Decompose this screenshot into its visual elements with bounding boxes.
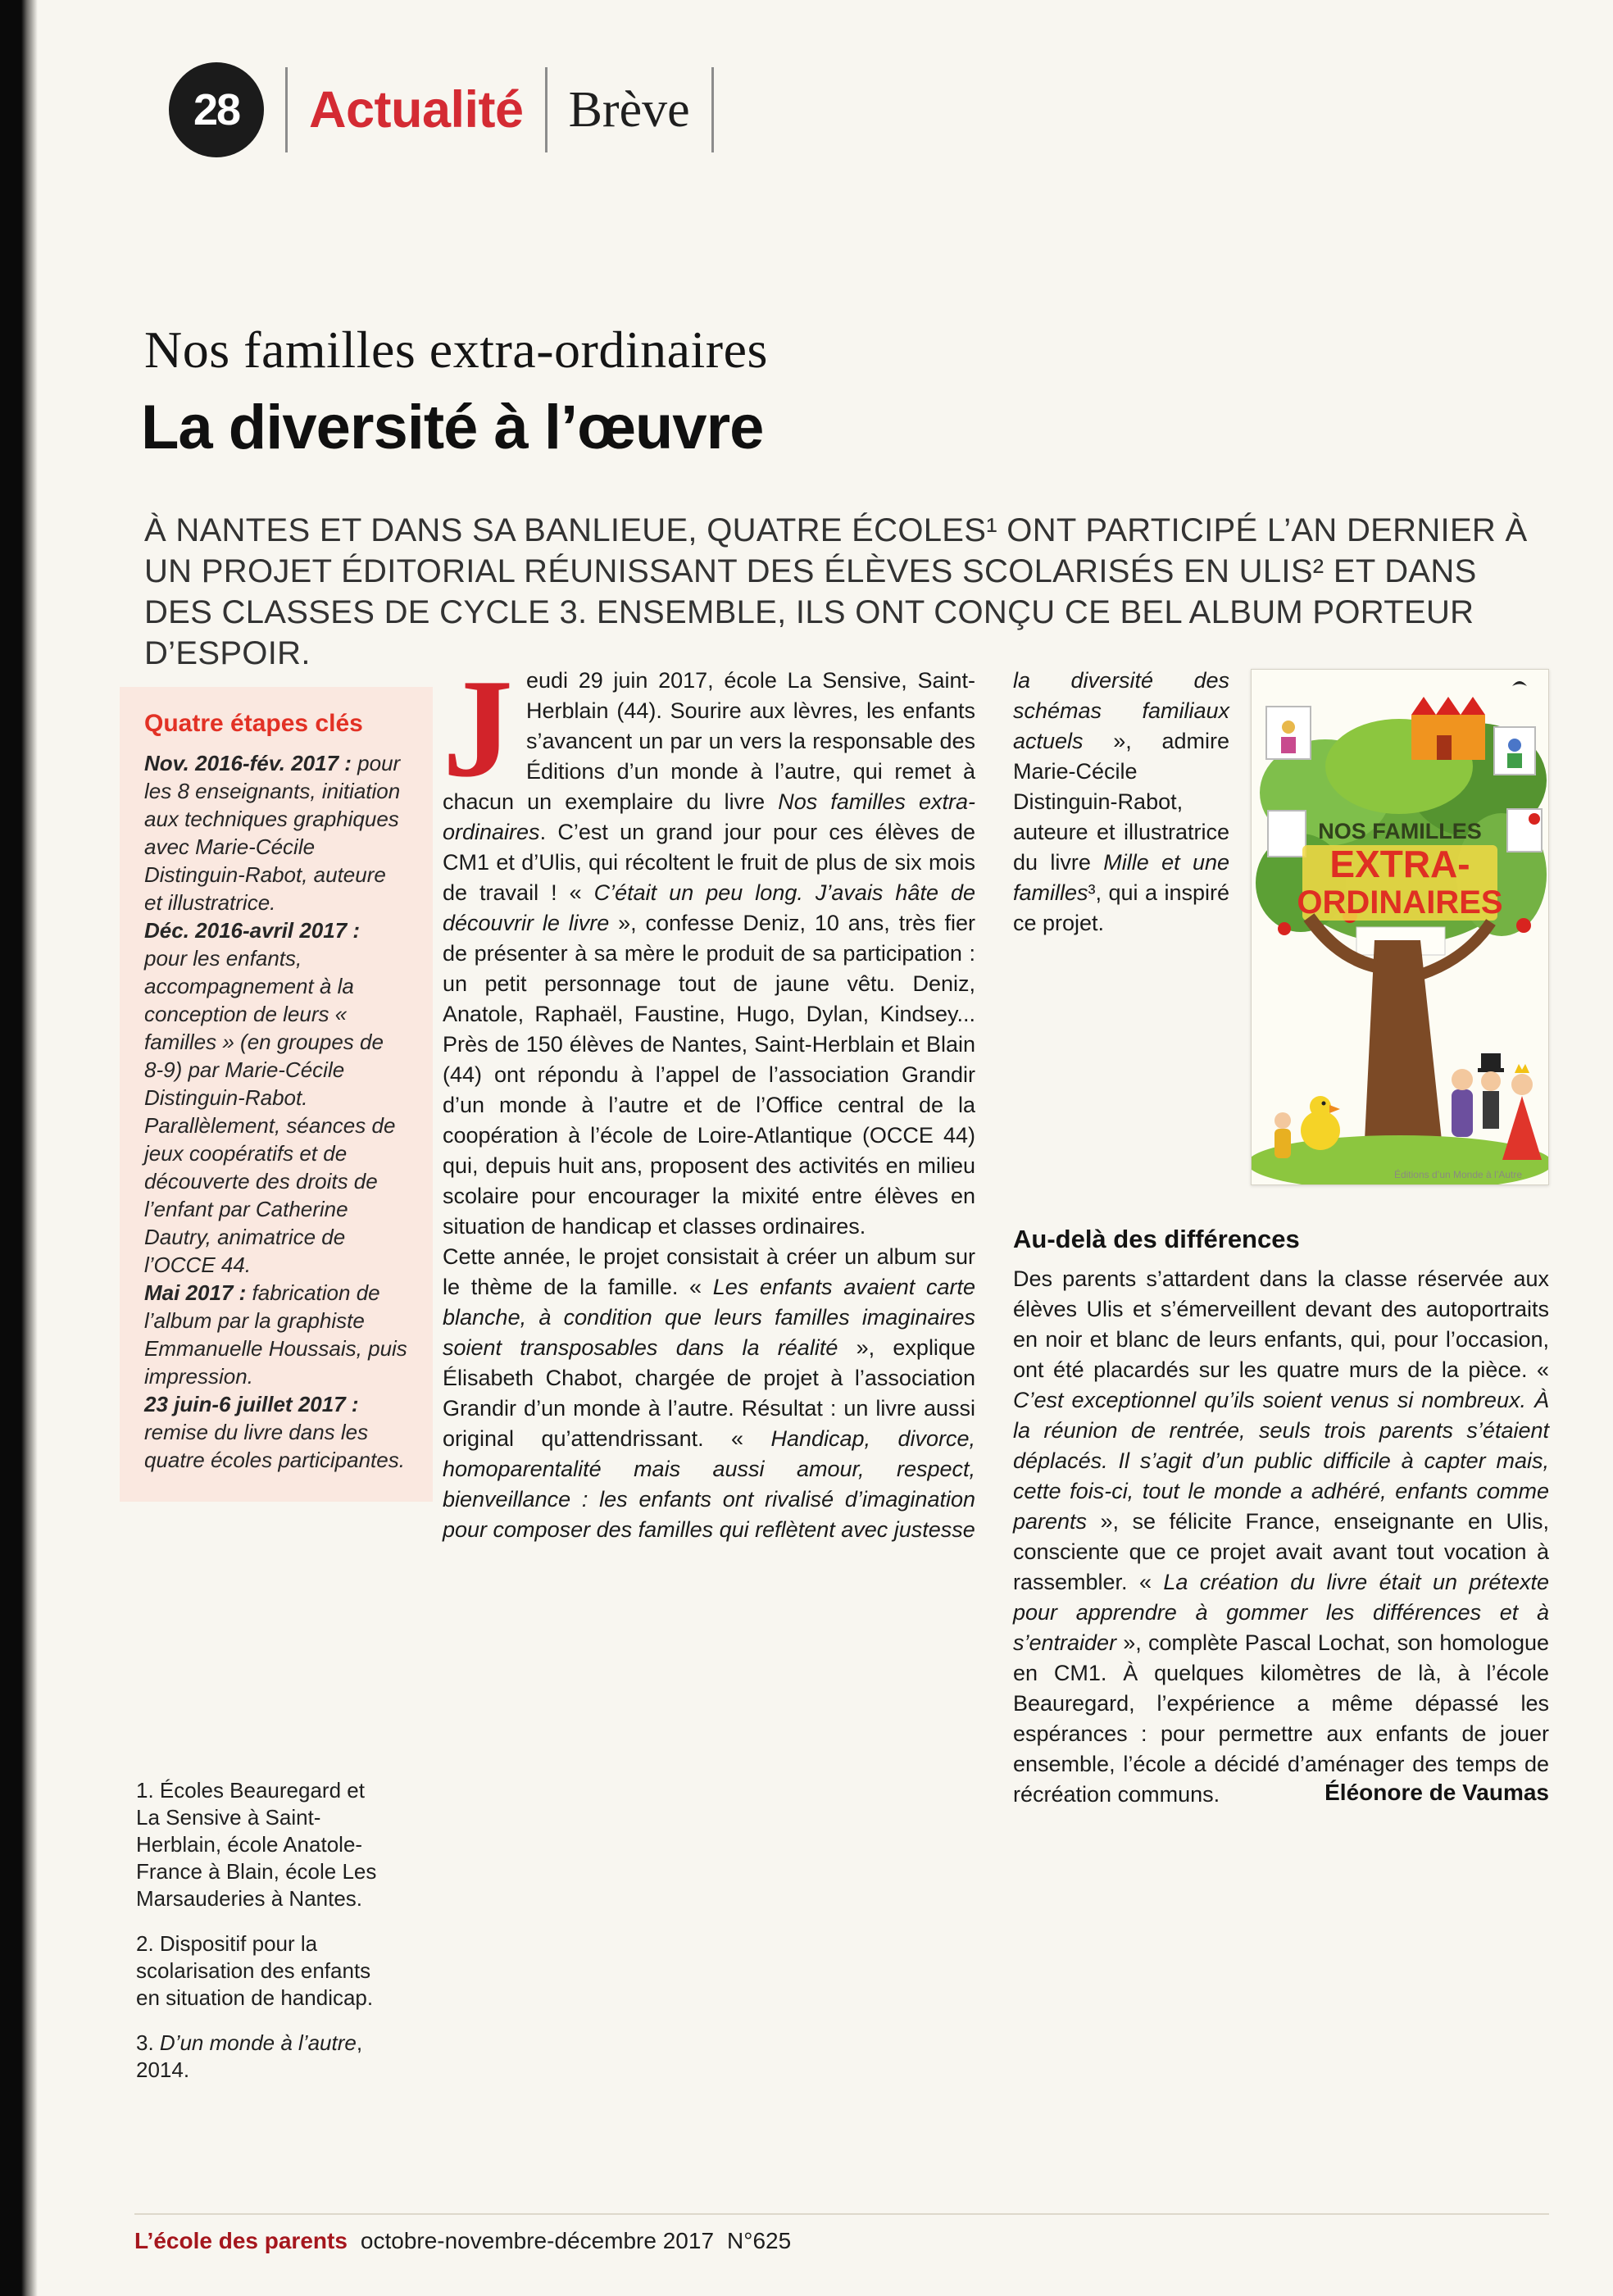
- page-number-badge: [169, 62, 264, 157]
- keybox-step: [144, 1279, 408, 1390]
- scan-edge: [0, 0, 38, 2296]
- divider: [711, 67, 714, 152]
- step-text: pour les 8 enseignants, initiation aux techniques graphiques avec Marie-Cécile Distinguin-Rabot, auteure et illustratrice.: [144, 751, 401, 915]
- step-date: Nov. 2016-fév. 2017 :: [144, 751, 358, 775]
- article-subhead: Au-delà des différences: [1013, 1225, 1300, 1253]
- cover-title-line1: NOS FAMILLES: [1318, 819, 1482, 843]
- footnotes: [136, 1777, 382, 2102]
- dropcap: J: [443, 651, 513, 807]
- step-date: Mai 2017 :: [144, 1280, 252, 1305]
- step-text: fabrication de l’album par la graphiste Emmanuelle Houssais, puis impression.: [144, 1280, 407, 1389]
- body-paragraph-1: [443, 651, 976, 1242]
- cover-title-line3: ORDINAIRES: [1297, 884, 1503, 921]
- cover-castle: [1411, 697, 1485, 760]
- divider: [545, 67, 548, 152]
- body-paragraph-intro: la diversité des schémas familiaux actuels », admire Marie-Cécile Distinguin-Rabot, auteure et illustratrice du livre Mille et une familles³, qui a inspiré ce projet.: [1013, 668, 1229, 935]
- article-column-2: [1013, 666, 1549, 1806]
- body-paragraph-2: Cette année, le projet consistait à créer un album sur le thème de la famille. « Les enfants avaient carte blanche, à condition que leurs familles imaginaires soient transposables dans la réalité », explique Élisabeth Chabot, chargée de projet à l’association Grandir d’un monde à l’autre. Résultat : un livre aussi original qu’attendrissant. « Handicap, divorce, homoparentalité mais aussi amour, respect, bienveillance : les enfants ont rivalisé d’imagination pour composer des familles qui reflètent avec justesse: [443, 1244, 975, 1542]
- keybox-step: [144, 916, 408, 1279]
- issue-period: octobre-novembre-décembre 2017: [360, 2228, 715, 2253]
- cover-title: [1297, 819, 1502, 921]
- keybox-step: [144, 749, 408, 916]
- sidebar-keybox: [120, 687, 433, 1502]
- cover-title-line2: EXTRA-: [1329, 843, 1470, 885]
- footnote-3: 3. D’un monde à l’autre, 2014.: [136, 2030, 363, 2082]
- step-text: remise du livre dans les quatre écoles participantes.: [144, 1420, 405, 1472]
- rubric-label: Brève: [568, 81, 690, 138]
- footnote-1: 1. Écoles Beauregard et La Sensive à Saint-Herblain, école Anatole-France à Blain, école Les Marsauderies à Nantes.: [136, 1778, 377, 1911]
- step-date: 23 juin-6 juillet 2017 :: [144, 1392, 359, 1416]
- issue-number: N°625: [727, 2228, 792, 2253]
- section-label: Actualité: [309, 81, 524, 139]
- footnote-2: 2. Dispositif pour la scolarisation des enfants en situation de handicap.: [136, 1931, 374, 2010]
- divider: [285, 67, 288, 152]
- page-footer: [134, 2213, 1549, 2254]
- step-text: pour les enfants, accompagnement à la conception de leurs « familles » (en groupes de 8-9) par Marie-Cécile Distinguin-Rabot. Parallèlement, séances de jeux coopératifs et de découverte des droits de l’enfant par Catherine Dautry, animatrice de l’OCCE 44.: [144, 946, 396, 1277]
- magazine-name: L’école des parents: [134, 2228, 348, 2253]
- page-number: 28: [193, 85, 240, 134]
- article-standfirst: À NANTES ET DANS SA BANLIEUE, QUATRE ÉCOLES¹ ONT PARTICIPÉ L’AN DERNIER À UN PROJET ÉDITORIAL RÉUNISSANT DES ÉLÈVES SCOLARISÉS EN ULIS² ET DANS DES CLASSES DE CYCLE 3. ENSEMBLE, ILS ONT CONÇU CE BEL ALBUM PORTEUR D’ESPOIR.: [144, 512, 1528, 671]
- page-header: [169, 62, 735, 157]
- body-paragraph-3: Des parents s’attardent dans la classe réservée aux élèves Ulis et s’émerveillent devant des autoportraits en noir et blanc de leurs enfants, qui, pour l’occasion, ont été placardés sur les quatre murs de la pièce. « C’est exceptionnel qu’ils soient venus si nombreux. À la réunion de rentrée, seuls trois parents s’étaient déplacés. Il s’agit d’un public difficile à capter mais, cette fois-ci, tout le monde a adhéré, enfants comme parents », se félicite France, enseignante en Ulis, consciente que ce projet avait avant tout vocation à rassembler. « La création du livre était un prétexte pour apprendre à gommer les différences et à s’entraider », complète Pascal Lochat, son homologue en CM1. À quelques kilomètres de là, à l’école Beauregard, l’expérience a même dépassé les espérances : pour permettre aux enfants de jouer ensemble, l’école a décidé d’aménager des temps de récréation communs.: [1013, 1266, 1549, 1807]
- paragraph-text: eudi 29 juin 2017, école La Sensive, Saint-Herblain (44). Sourire aux lèvres, les enfants s’avancent un par un vers la responsable des Éditions d’un monde à l’autre, qui remet à chacun un exemplaire du livre Nos familles extra-ordinaires. C’est un grand jour pour ces élèves de CM1 et d’Ulis, qui récoltent le fruit de plus de six mois de travail ! « C’était un peu long. J’avais hâte de découvrir le livre », confesse Deniz, 10 ans, très fier de présenter à sa mère le produit de sa participation : un petit personnage tout de jaune vêtu. Deniz, Anatole, Raphaël, Faustine, Hugo, Dylan, Kindsey... Près de 150 élèves de Nantes, Saint-Herblain et Blain (44) ont répondu à l’appel de l’association Grandir d’un monde à l’autre et de l’Office central de la coopération à l’école de Loire-Atlantique (OCCE 44) qui, depuis huit ans, proposent des activités en milieu scolaire pour encourager la mixité entre élèves en situation de handicap et classes ordinaires.: [443, 668, 976, 1239]
- cover-publisher: Éditions d’un Monde à l’Autre: [1393, 1169, 1523, 1180]
- article-column-1: [443, 651, 976, 1545]
- article-title: La diversité à l’œuvre: [141, 393, 764, 462]
- article-kicker: Nos familles extra-ordinaires: [144, 321, 768, 379]
- byline: Éléonore de Vaumas: [1324, 1780, 1549, 1805]
- step-date: Déc. 2016-avril 2017 :: [144, 918, 361, 943]
- book-cover: [1251, 669, 1549, 1185]
- keybox-title: Quatre étapes clés: [144, 710, 363, 737]
- book-cover-illustration: [1252, 670, 1548, 1184]
- keybox-step: [144, 1390, 408, 1474]
